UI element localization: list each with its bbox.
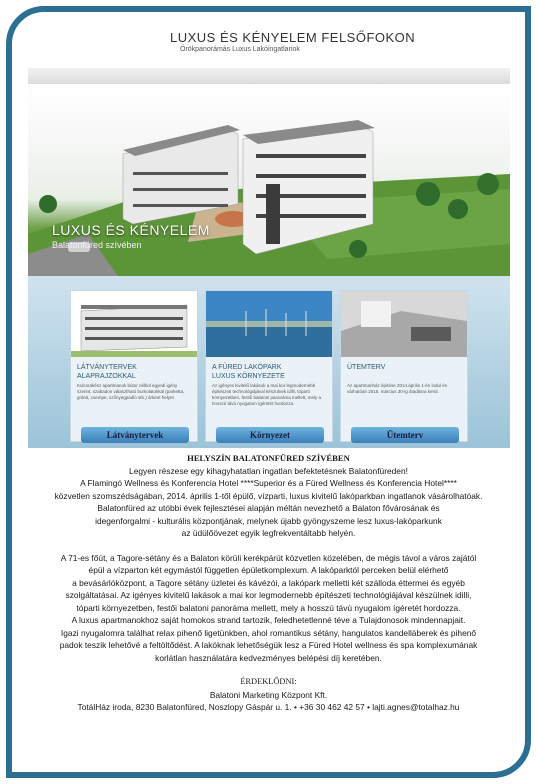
paragraph-line: szolgáltatásai. Az igényes kivitelű lakások a mai kor legmodernebb építészeti technológiájával készülnek idilli, bbox=[65, 590, 472, 600]
card-image-lake bbox=[206, 291, 332, 357]
card-utemterv bbox=[340, 290, 468, 442]
card-image-interior bbox=[341, 291, 467, 357]
paragraph-line: az üdülőövezet egyik legfrekventáltabb helyén. bbox=[181, 528, 356, 538]
paragraph-line: a bevásárlóközpont, a Tagore sétány üzletei és kávézói, a lakópark melletti két szálloda éttermei és egyéb bbox=[72, 577, 465, 588]
paragraph-line: épül a vízparton két egymástól független épületkomplexum. A lakóparktól perceken belül elérhető bbox=[88, 565, 449, 575]
card-latvanytervek bbox=[70, 290, 198, 442]
card-text: Az apartmanház építése 2014.április 1-én indul és várhatóan 2015. március 30-ig átadásra kerül. bbox=[347, 383, 448, 394]
paragraph-line: Igazi nyugalomra találhat relax pihenő ligetünkben, ahol romantikus sétány, hangulatos kandelláberek és pihenő bbox=[60, 627, 477, 638]
content-headline: HELYSZÍN BALATONFÜRED SZÍVÉBEN bbox=[187, 453, 350, 463]
hero-caption bbox=[52, 222, 252, 266]
latvanytervek-button[interactable]: Látványtervek bbox=[81, 427, 189, 443]
main-content bbox=[22, 452, 515, 714]
card-text: Kulcsrakész apartmanok bútor nélkül egyedi igény szerint, szabadon választható burkolatokkal (parketta, gránit, csempe, szőnyegpadló stb.) árként helyet. bbox=[77, 383, 185, 400]
contact-details: TotálHáz iroda, 8230 Balatonfüred, Noszlopy Gáspár u. 1. • +36 30 462 42 57 • lajti.agnes@totalhaz.hu bbox=[77, 702, 460, 712]
card-text: Az igényes kivitelű lakások a mai kor legmodernebb építészeti technológiájával készülnek idilli, tóparti környezetben, festői balatoni panoráma mellett, mely a hosszú távú nyugalom ígéretét hordozza. bbox=[212, 383, 322, 406]
utemterv-button[interactable]: Ütemterv bbox=[351, 427, 459, 443]
site-subtitle: Örökpanorámás Luxus Lakóingatlanok bbox=[180, 46, 300, 53]
paragraph-line: Balatonfüred az utóbbi évek fejlesztései alapján méltán nevezhető a Balaton fővárosának és bbox=[97, 503, 440, 513]
paragraph-line: padok teszik lehetővé a feltöltődést. A lakóknak lehetőségük lesz a Füred Hotel wellness és spa komplexumának bbox=[59, 640, 478, 650]
hero-banner bbox=[28, 84, 510, 276]
hero-title: LUXUS ÉS KÉNYELEM bbox=[52, 222, 210, 238]
paragraph-line: A luxus apartmanokhoz saját homokos strand tartozik, feledhetetlenné téve a Tulajdonosok mindennapjait. bbox=[71, 615, 466, 625]
card-title: ÜTEMTERV bbox=[347, 364, 386, 371]
paragraph-line: Legyen részese egy kihagyhatatlan ingatlan befektetésnek Balatonfüreden! bbox=[129, 465, 408, 476]
card-image-building bbox=[71, 291, 197, 357]
contact-company: Balatoni Marketing Központ Kft. bbox=[209, 689, 328, 700]
paragraph-line: A 71-es főút, a Tagore-sétány és a Balaton körüli kerékpárút közvetlen közelében, de mégis távol a város zajától bbox=[60, 552, 477, 563]
nav-bar bbox=[28, 68, 510, 85]
site-header bbox=[20, 22, 517, 64]
paragraph-line: tóparti környezetben, festői balatoni panoráma mellett, mely a hosszú távú nyugalom ígéretét hordozza. bbox=[76, 602, 461, 613]
card-title: LÁTVÁNYTERVEK ALAPRAJZOKKAL bbox=[77, 364, 137, 380]
contact-label: ÉRDEKLŐDNI: bbox=[240, 677, 297, 686]
hero-subtitle: Balatonfüred szívében bbox=[52, 240, 142, 250]
paragraph-line: idegenforgalmi - kulturális központjának, melynek újabb gyöngyszeme lesz luxus-lakóparkunk bbox=[95, 515, 442, 526]
paragraph-line: korlátlan használatára kedvezményes belépési díj keretében. bbox=[155, 652, 382, 663]
card-title: A FÜRED LAKÓPARK LUXUS KÖRNYEZETE bbox=[212, 364, 285, 380]
paragraph-line: közvetlen szomszédságában, 2014. április 1-től épülő, vízparti, luxus kivitelű lakóparkban ingatlanok vásárolhatóak. bbox=[54, 490, 483, 501]
paragraph-line: A Flamingó Wellness és Konferencia Hotel ****Superior és a Füred Wellness és Konferencia Hotel**** bbox=[80, 478, 457, 488]
kornyezet-button[interactable]: Környezet bbox=[216, 427, 324, 443]
card-kornyezet bbox=[205, 290, 333, 442]
site-title: LUXUS ÉS KÉNYELEM FELSŐFOKON bbox=[170, 30, 416, 45]
